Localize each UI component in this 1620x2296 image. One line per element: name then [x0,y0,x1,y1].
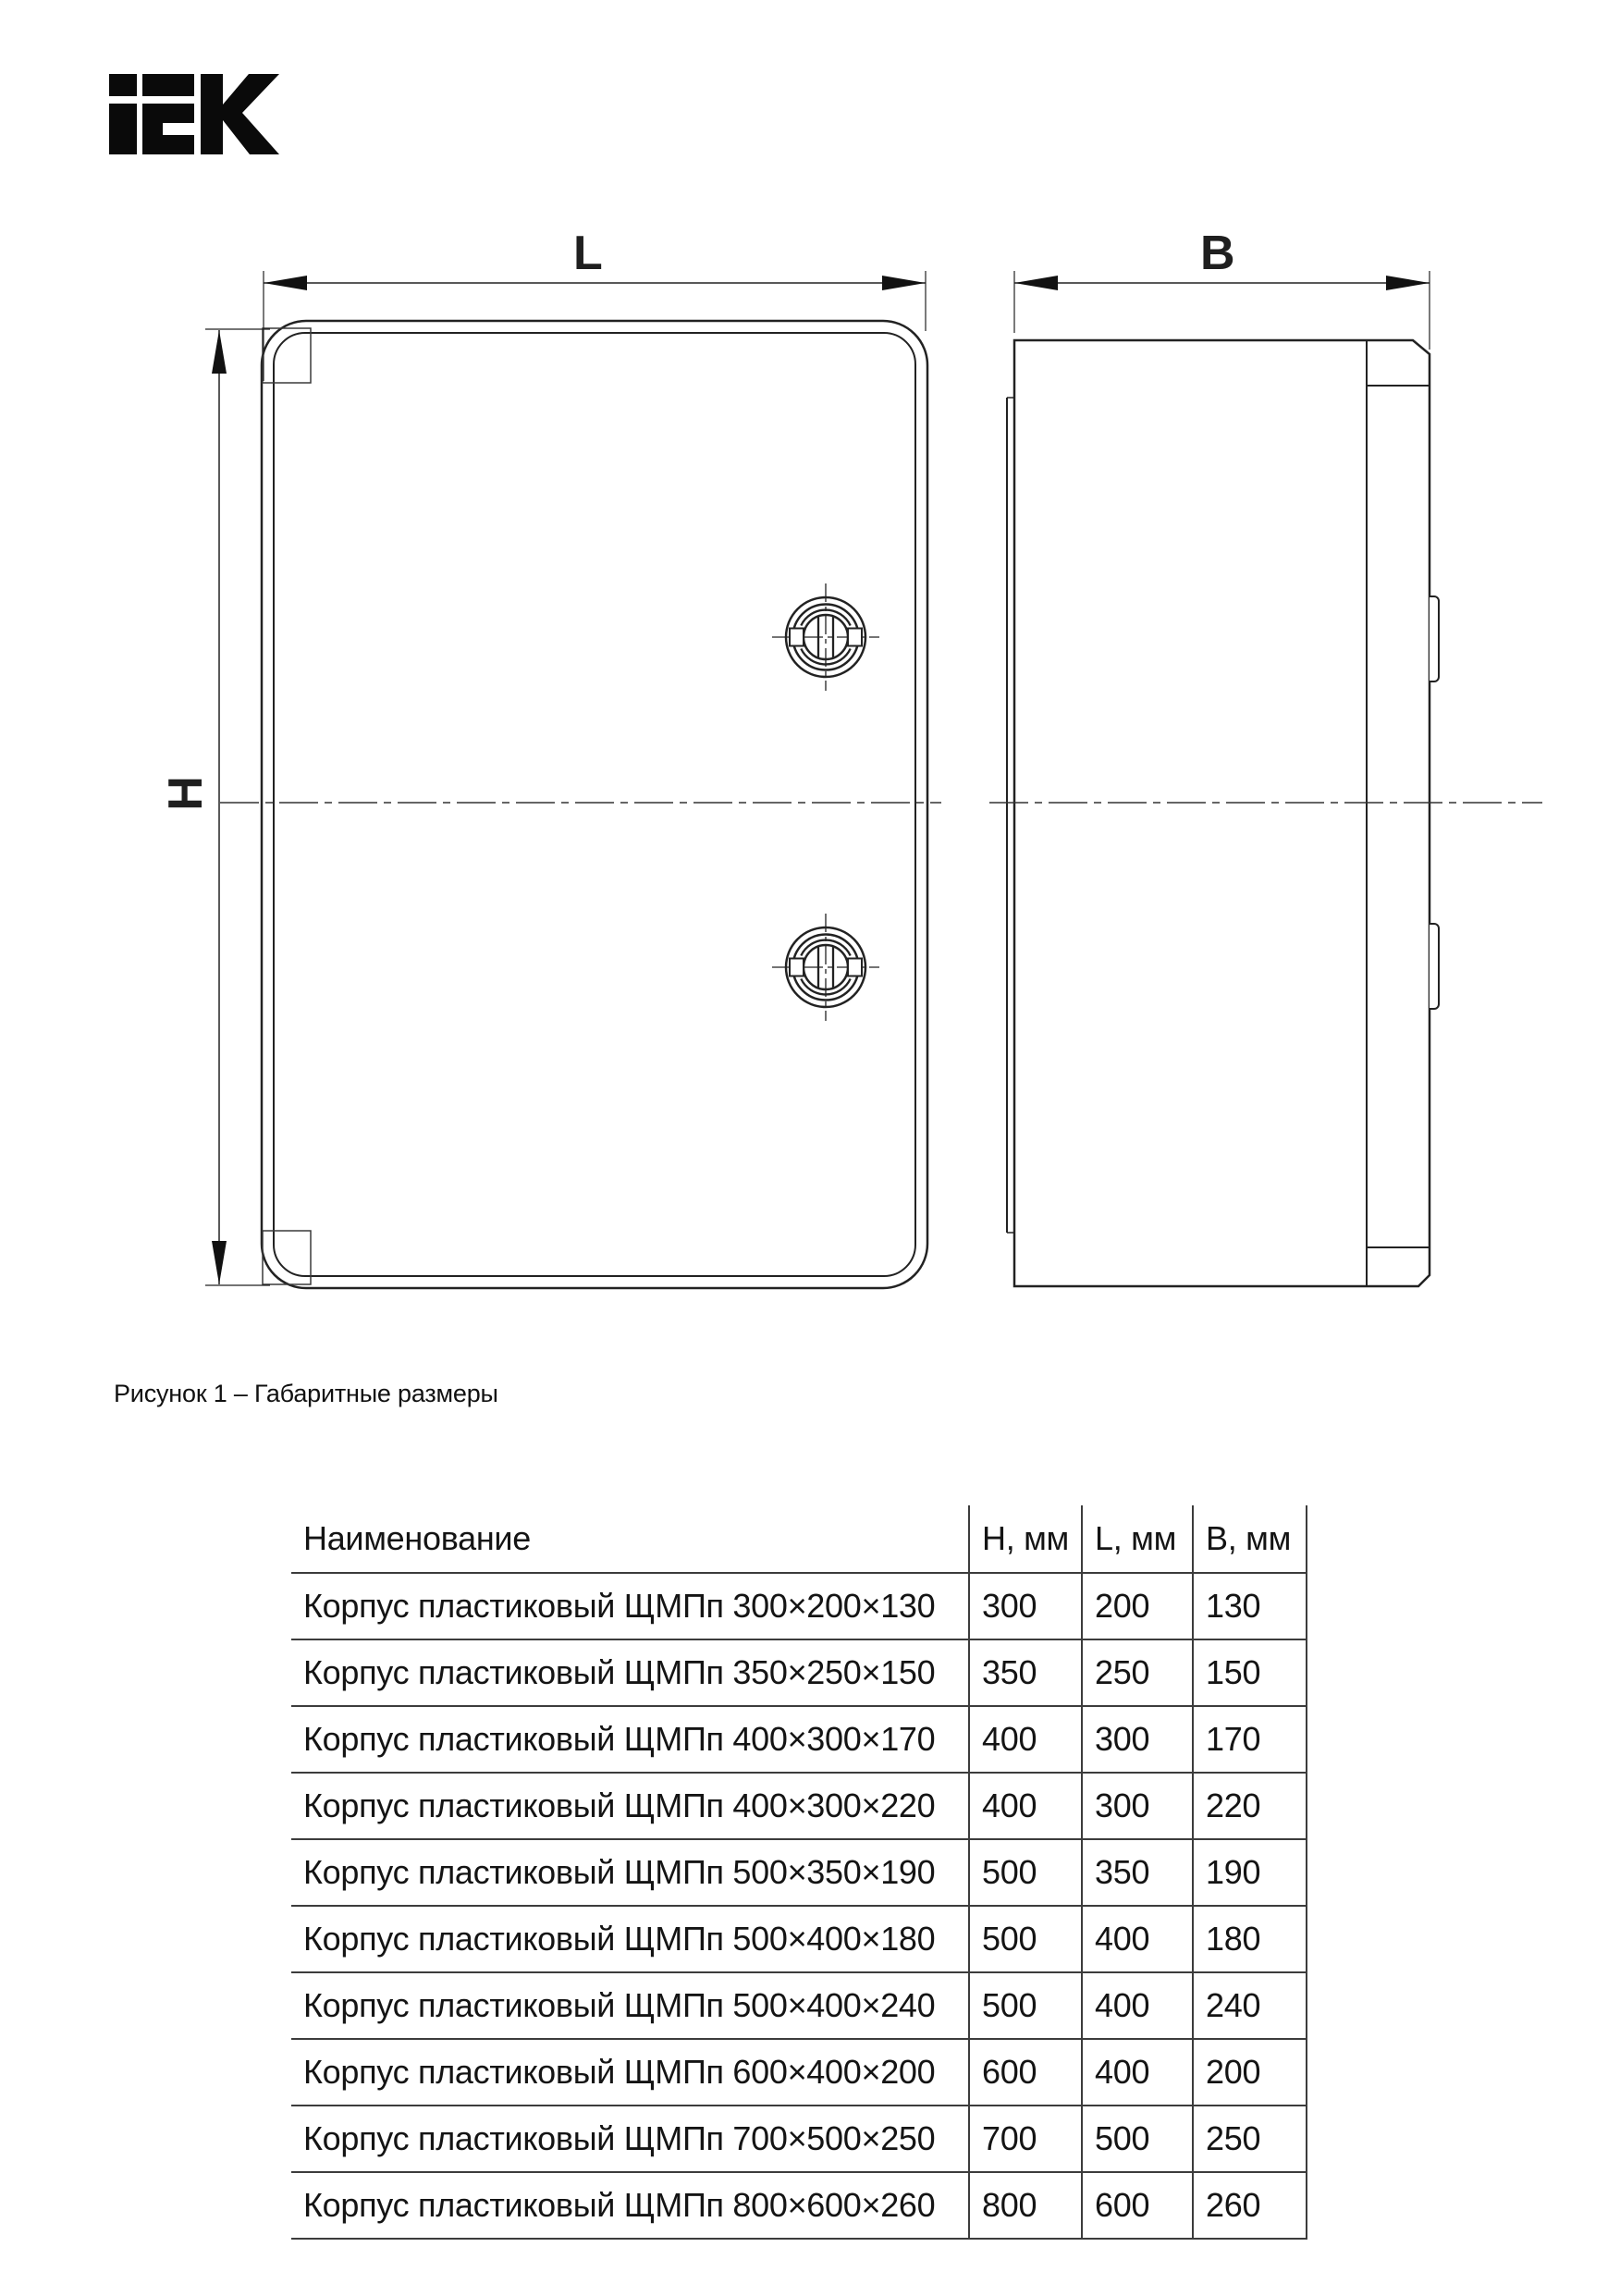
cell-h: 600 [969,2039,1082,2106]
cell-b: 260 [1193,2172,1307,2239]
cell-l: 500 [1082,2106,1193,2172]
dim-label-H: H [158,776,213,811]
table-row [291,1839,1307,1906]
table-row [291,1972,1307,2039]
table-row [291,1773,1307,1839]
cell-name: Корпус пластиковый ЩМПп 700×500×250 [291,2106,969,2172]
cell-b: 170 [1193,1706,1307,1773]
dim-label-L: L [573,227,603,280]
table-row [291,2172,1307,2239]
cell-b: 180 [1193,1906,1307,1972]
table-row [291,1906,1307,1972]
cell-h: 300 [969,1573,1082,1639]
table-row [291,1639,1307,1706]
figure-caption: Рисунок 1 – Габаритные размеры [114,1380,498,1407]
cell-b: 240 [1193,1972,1307,2039]
cell-name: Корпус пластиковый ЩМПп 800×600×260 [291,2172,969,2239]
mount-tab-bottom [1430,924,1439,1009]
dim-label-B: B [1200,227,1235,280]
cell-l: 350 [1082,1839,1193,1906]
cell-l: 600 [1082,2172,1193,2239]
cell-name: Корпус пластиковый ЩМПп 350×250×150 [291,1639,969,1706]
cell-b: 200 [1193,2039,1307,2106]
table-row [291,2106,1307,2172]
cell-b: 250 [1193,2106,1307,2172]
cell-l: 400 [1082,2039,1193,2106]
cell-name: Корпус пластиковый ЩМПп 300×200×130 [291,1573,969,1639]
cell-h: 400 [969,1706,1082,1773]
cell-name: Корпус пластиковый ЩМПп 500×350×190 [291,1839,969,1906]
cell-h: 500 [969,1839,1082,1906]
cell-b: 150 [1193,1639,1307,1706]
cell-name: Корпус пластиковый ЩМПп 500×400×240 [291,1972,969,2039]
cell-b: 220 [1193,1773,1307,1839]
cell-l: 300 [1082,1706,1193,1773]
cell-l: 300 [1082,1773,1193,1839]
col-header-b: В, мм [1193,1505,1307,1573]
col-header-name: Наименование [291,1505,969,1573]
col-header-l: L, мм [1082,1505,1193,1573]
dimension-H [205,329,270,1285]
table-header-row [291,1505,1307,1573]
table-row [291,1573,1307,1639]
cell-h: 350 [969,1639,1082,1706]
cell-h: 500 [969,1972,1082,2039]
cell-l: 400 [1082,1972,1193,2039]
cell-name: Корпус пластиковый ЩМПп 500×400×180 [291,1906,969,1972]
table-row [291,1706,1307,1773]
side-view [989,340,1542,1286]
cell-l: 250 [1082,1639,1193,1706]
dimensions-table [291,1505,1307,2240]
col-header-h: Н, мм [969,1505,1082,1573]
cell-b: 130 [1193,1573,1307,1639]
table-row [291,2039,1307,2106]
cell-l: 200 [1082,1573,1193,1639]
cell-name: Корпус пластиковый ЩМПп 600×400×200 [291,2039,969,2106]
cell-h: 400 [969,1773,1082,1839]
cell-name: Корпус пластиковый ЩМПп 400×300×170 [291,1706,969,1773]
cell-l: 400 [1082,1906,1193,1972]
front-view [220,321,941,1288]
cell-h: 800 [969,2172,1082,2239]
cell-b: 190 [1193,1839,1307,1906]
mount-tab-top [1430,596,1439,681]
cell-h: 700 [969,2106,1082,2172]
cell-h: 500 [969,1906,1082,1972]
cell-name: Корпус пластиковый ЩМПп 400×300×220 [291,1773,969,1839]
dimension-B [1014,271,1430,350]
